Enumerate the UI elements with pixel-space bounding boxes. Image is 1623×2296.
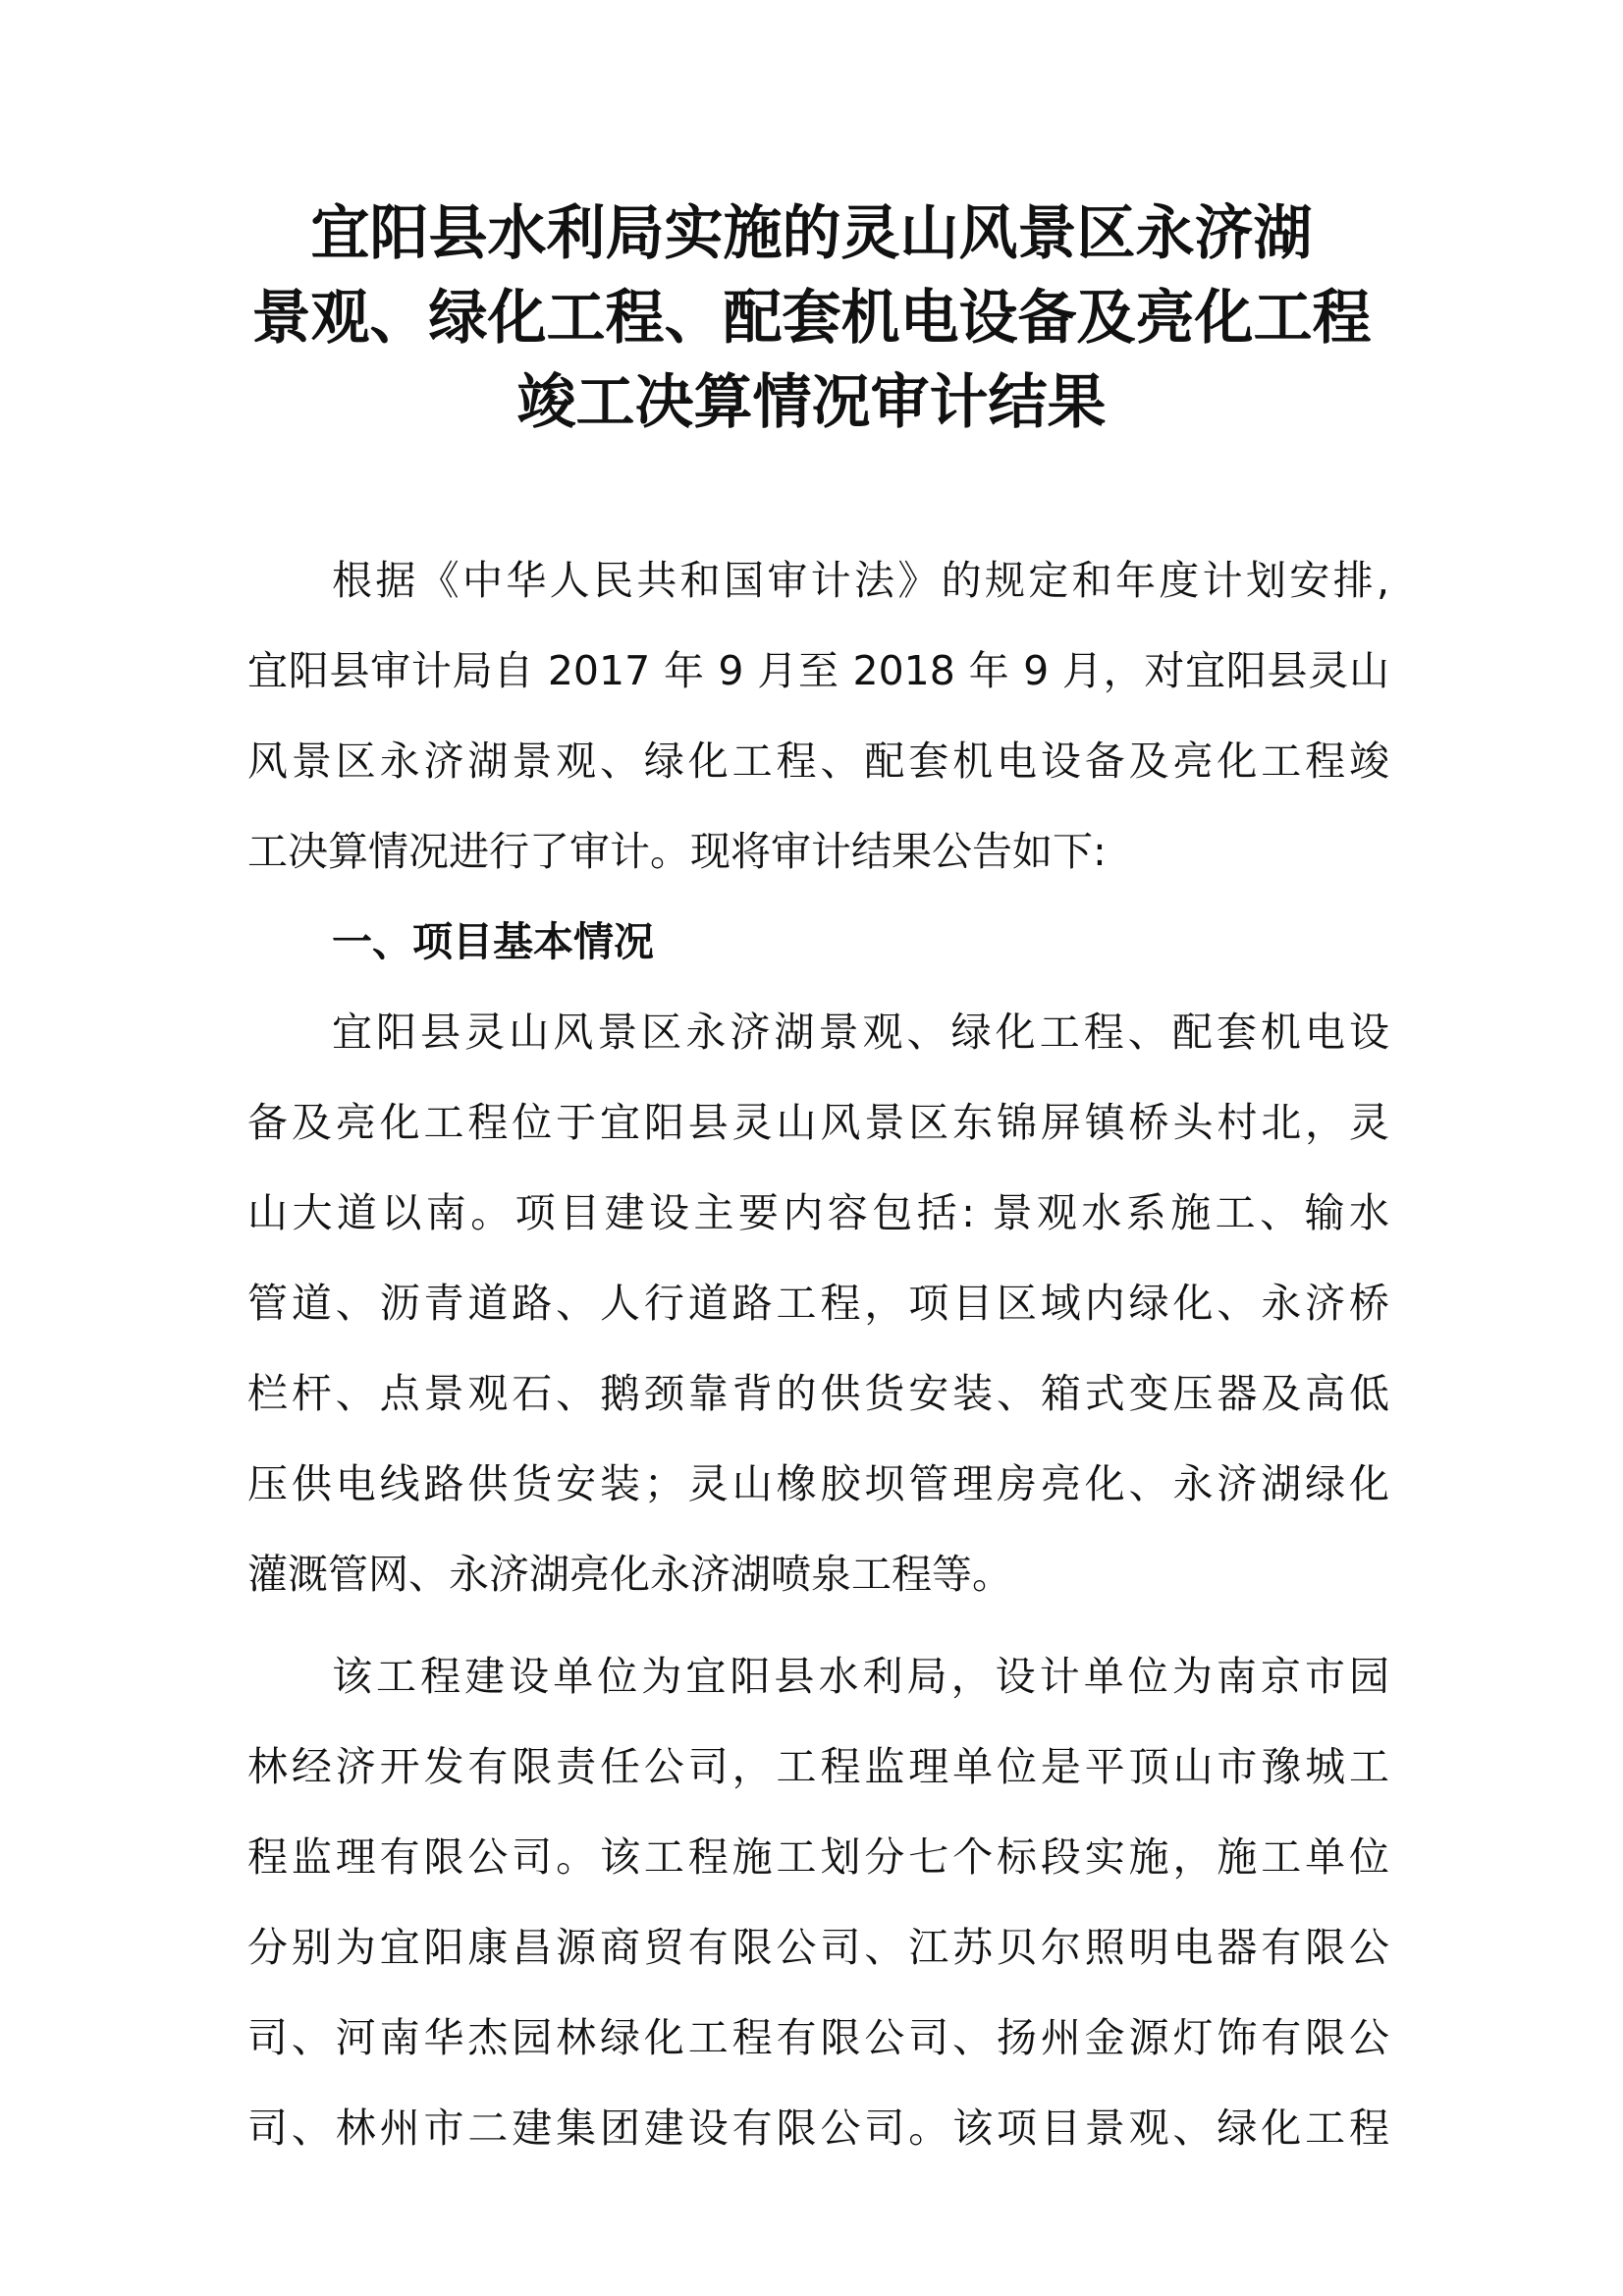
paragraph-line: 司、林州市二建集团建设有限公司。该项目景观、绿化工程 [247, 2105, 1389, 2152]
paragraph-line: 山大道以南。项目建设主要内容包括: 景观水系施工、输水 [247, 1189, 1389, 1236]
paragraph-intro [247, 535, 1389, 897]
paragraph-line: 栏杆、点景观石、鹅颈靠背的供货安装、箱式变压器及高低 [247, 1370, 1389, 1417]
paragraph-line: 灌溉管网、永济湖亮化永济湖喷泉工程等。 [247, 1551, 1012, 1598]
paragraph-gap [247, 1619, 1389, 1631]
paragraph-line: 宜阳县审计局自 2017 年 9 月至 2018 年 9 月，对宜阳县灵山 [247, 647, 1389, 694]
document-title [196, 191, 1427, 445]
paragraph-line: 压供电线路供货安装；灵山橡胶坝管理房亮化、永济湖绿化 [247, 1460, 1389, 1507]
paragraph-line: 林经济开发有限责任公司，工程监理单位是平顶山市豫城工 [247, 1743, 1389, 1790]
paragraph-line: 司、河南华杰园林绿化工程有限公司、扬州金源灯饰有限公 [247, 2014, 1389, 2061]
paragraph-line: 程监理有限公司。该工程施工划分七个标段实施，施工单位 [247, 1833, 1389, 1881]
title-line-1: 宜阳县水利局实施的灵山风景区永济湖 [310, 199, 1313, 268]
title-line-3: 竣工决算情况审计结果 [516, 368, 1107, 437]
paragraph-line: 宜阳县灵山风景区永济湖景观、绿化工程、配套机电设 [332, 1009, 1389, 1056]
title-line-2: 景观、绿化工程、配套机电设备及亮化工程 [251, 284, 1372, 353]
paragraph-line: 风景区永济湖景观、绿化工程、配套机电设备及亮化工程竣 [247, 738, 1389, 785]
paragraph-project-parties [247, 1631, 1389, 2173]
paragraph-line: 分别为宜阳康昌源商贸有限公司、江苏贝尔照明电器有限公 [247, 1924, 1389, 1971]
section-heading: 一、项目基本情况 [332, 918, 654, 965]
paragraph-line: 工决算情况进行了审计。现将审计结果公告如下: [247, 828, 1107, 875]
document-body [247, 535, 1389, 2173]
paragraph-line: 该工程建设单位为宜阳县水利局，设计单位为南京市园 [332, 1653, 1389, 1700]
paragraph-line: 根据《中华人民共和国审计法》的规定和年度计划安排, [332, 557, 1389, 604]
paragraph-project-overview [247, 987, 1389, 1619]
paragraph-line: 备及亮化工程位于宜阳县灵山风景区东锦屏镇桥头村北，灵 [247, 1099, 1389, 1146]
paragraph-line: 管道、沥青道路、人行道路工程，项目区域内绿化、永济桥 [247, 1280, 1389, 1327]
